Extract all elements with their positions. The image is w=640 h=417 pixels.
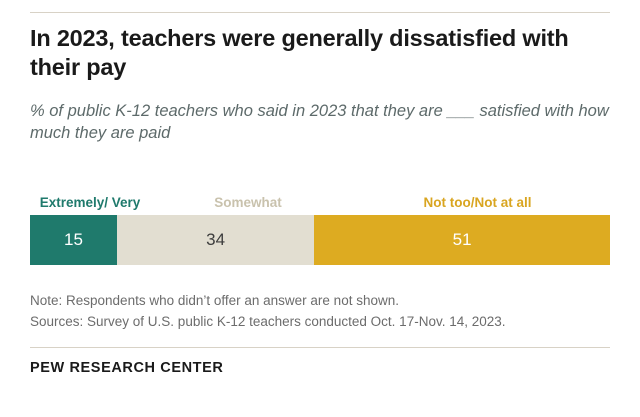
chart-notes <box>30 291 610 333</box>
brand-label: PEW RESEARCH CENTER <box>30 359 224 376</box>
category-label-extremely-very: Extremely/ Very <box>39 195 141 211</box>
category-label-not-too-not-at-all: Not too/Not at all <box>423 195 532 211</box>
chart-subtitle: % of public K-12 teachers who said in 2023 that they are ___ satisfied with how much they are paid <box>30 101 609 143</box>
category-label-somewhat: Somewhat <box>214 195 282 211</box>
bar-track <box>30 215 610 265</box>
bar-segment-somewhat: 34 <box>117 215 314 265</box>
stacked-bar-chart <box>30 169 610 265</box>
bar-segment-not-too-not-at-all: 51 <box>314 215 610 265</box>
page-title: In 2023, teachers were generally dissatisfied with their pay <box>30 25 569 80</box>
bar-segment-extremely-very: 15 <box>30 215 117 265</box>
note-line: Note: Respondents who didn’t offer an answer are not shown. <box>30 292 399 308</box>
bottom-divider <box>30 347 610 348</box>
top-divider <box>30 12 610 13</box>
category-labels <box>30 169 610 215</box>
sources-line: Sources: Survey of U.S. public K-12 teachers conducted Oct. 17-Nov. 14, 2023. <box>30 313 506 329</box>
